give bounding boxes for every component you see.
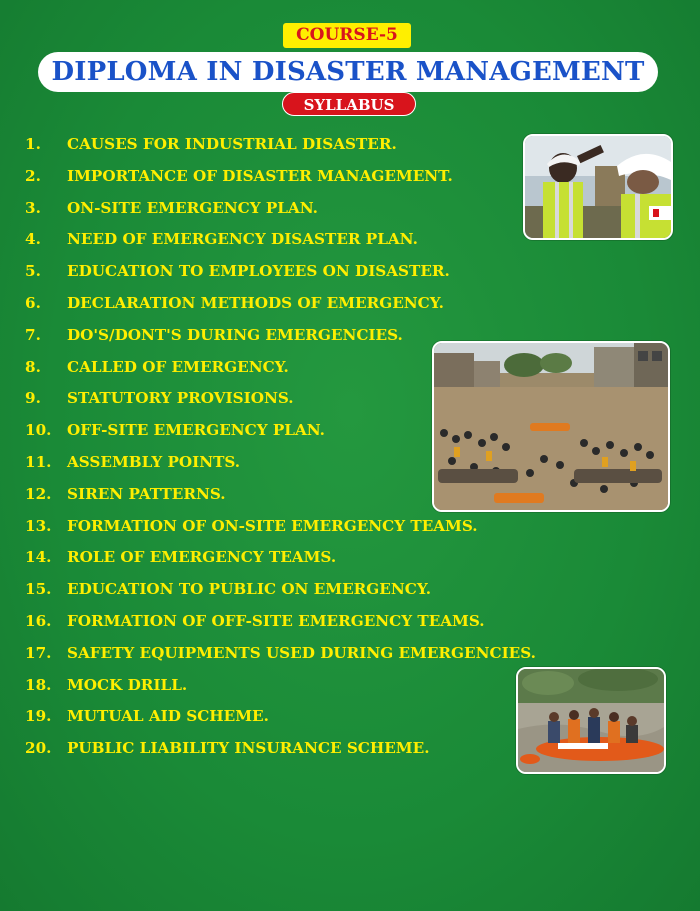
list-item [25, 288, 536, 320]
item-number: 2. [25, 166, 41, 185]
list-item [25, 574, 536, 606]
item-number: 10. [25, 421, 52, 440]
item-number: 4. [25, 230, 41, 249]
list-item [25, 511, 536, 543]
item-text: FORMATION OF OFF-SITE EMERGENCY TEAMS. [67, 611, 485, 630]
item-text: STATUTORY PROVISIONS. [67, 389, 294, 408]
item-text: NEED OF EMERGENCY DISASTER PLAN. [67, 230, 418, 249]
item-number: 7. [25, 325, 41, 344]
item-number: 11. [25, 452, 52, 471]
item-text: SIREN PATTERNS. [67, 484, 226, 503]
item-text: IMPORTANCE OF DISASTER MANAGEMENT. [67, 166, 453, 185]
item-text: PUBLIC LIABILITY INSURANCE SCHEME. [67, 739, 430, 758]
list-item [25, 733, 536, 765]
flood-rescue-photo [432, 341, 670, 512]
list-item [25, 542, 536, 574]
item-number: 3. [25, 198, 41, 217]
item-text: DO'S/DONT'S DURING EMERGENCIES. [67, 325, 403, 344]
item-number: 15. [25, 580, 52, 599]
item-text: FORMATION OF ON-SITE EMERGENCY TEAMS. [67, 516, 478, 535]
item-number: 12. [25, 484, 52, 503]
item-text: MUTUAL AID SCHEME. [67, 707, 269, 726]
list-item [25, 606, 536, 638]
rescue-workers-photo [523, 134, 673, 240]
item-number: 16. [25, 611, 52, 630]
list-item [25, 638, 536, 670]
item-number: 20. [25, 739, 52, 758]
list-item [25, 193, 536, 225]
item-number: 18. [25, 675, 52, 694]
list-item [25, 129, 536, 161]
item-number: 17. [25, 643, 52, 662]
item-number: 5. [25, 262, 41, 281]
item-text: OFF-SITE EMERGENCY PLAN. [67, 421, 325, 440]
item-number: 1. [25, 135, 41, 153]
item-text: DECLARATION METHODS OF EMERGENCY. [67, 293, 444, 312]
item-number: 19. [25, 707, 52, 726]
course-badge: COURSE-5 [283, 23, 411, 48]
list-item [25, 670, 536, 702]
item-number: 8. [25, 357, 41, 376]
item-text: SAFETY EQUIPMENTS USED DURING EMERGENCIES. [67, 643, 536, 662]
item-number: 13. [25, 516, 52, 535]
river-raft-photo [516, 667, 666, 774]
syllabus-label: SYLLABUS [282, 92, 416, 116]
list-item [25, 161, 536, 193]
item-text: CALLED OF EMERGENCY. [67, 357, 289, 376]
item-text: ROLE OF EMERGENCY TEAMS. [67, 548, 337, 567]
item-text: ASSEMBLY POINTS. [67, 452, 241, 471]
item-number: 9. [25, 389, 41, 408]
item-text: ON-SITE EMERGENCY PLAN. [67, 198, 318, 217]
list-item [25, 224, 536, 256]
item-text: CAUSES FOR INDUSTRIAL DISASTER. [67, 135, 397, 153]
item-text: MOCK DRILL. [67, 675, 188, 694]
item-number: 6. [25, 293, 41, 312]
item-text: EDUCATION TO PUBLIC ON EMERGENCY. [67, 580, 431, 599]
item-text: EDUCATION TO EMPLOYEES ON DISASTER. [67, 262, 450, 281]
item-number: 14. [25, 548, 52, 567]
page-title: DIPLOMA IN DISASTER MANAGEMENT [38, 52, 658, 92]
list-item [25, 701, 536, 733]
list-item [25, 256, 536, 288]
